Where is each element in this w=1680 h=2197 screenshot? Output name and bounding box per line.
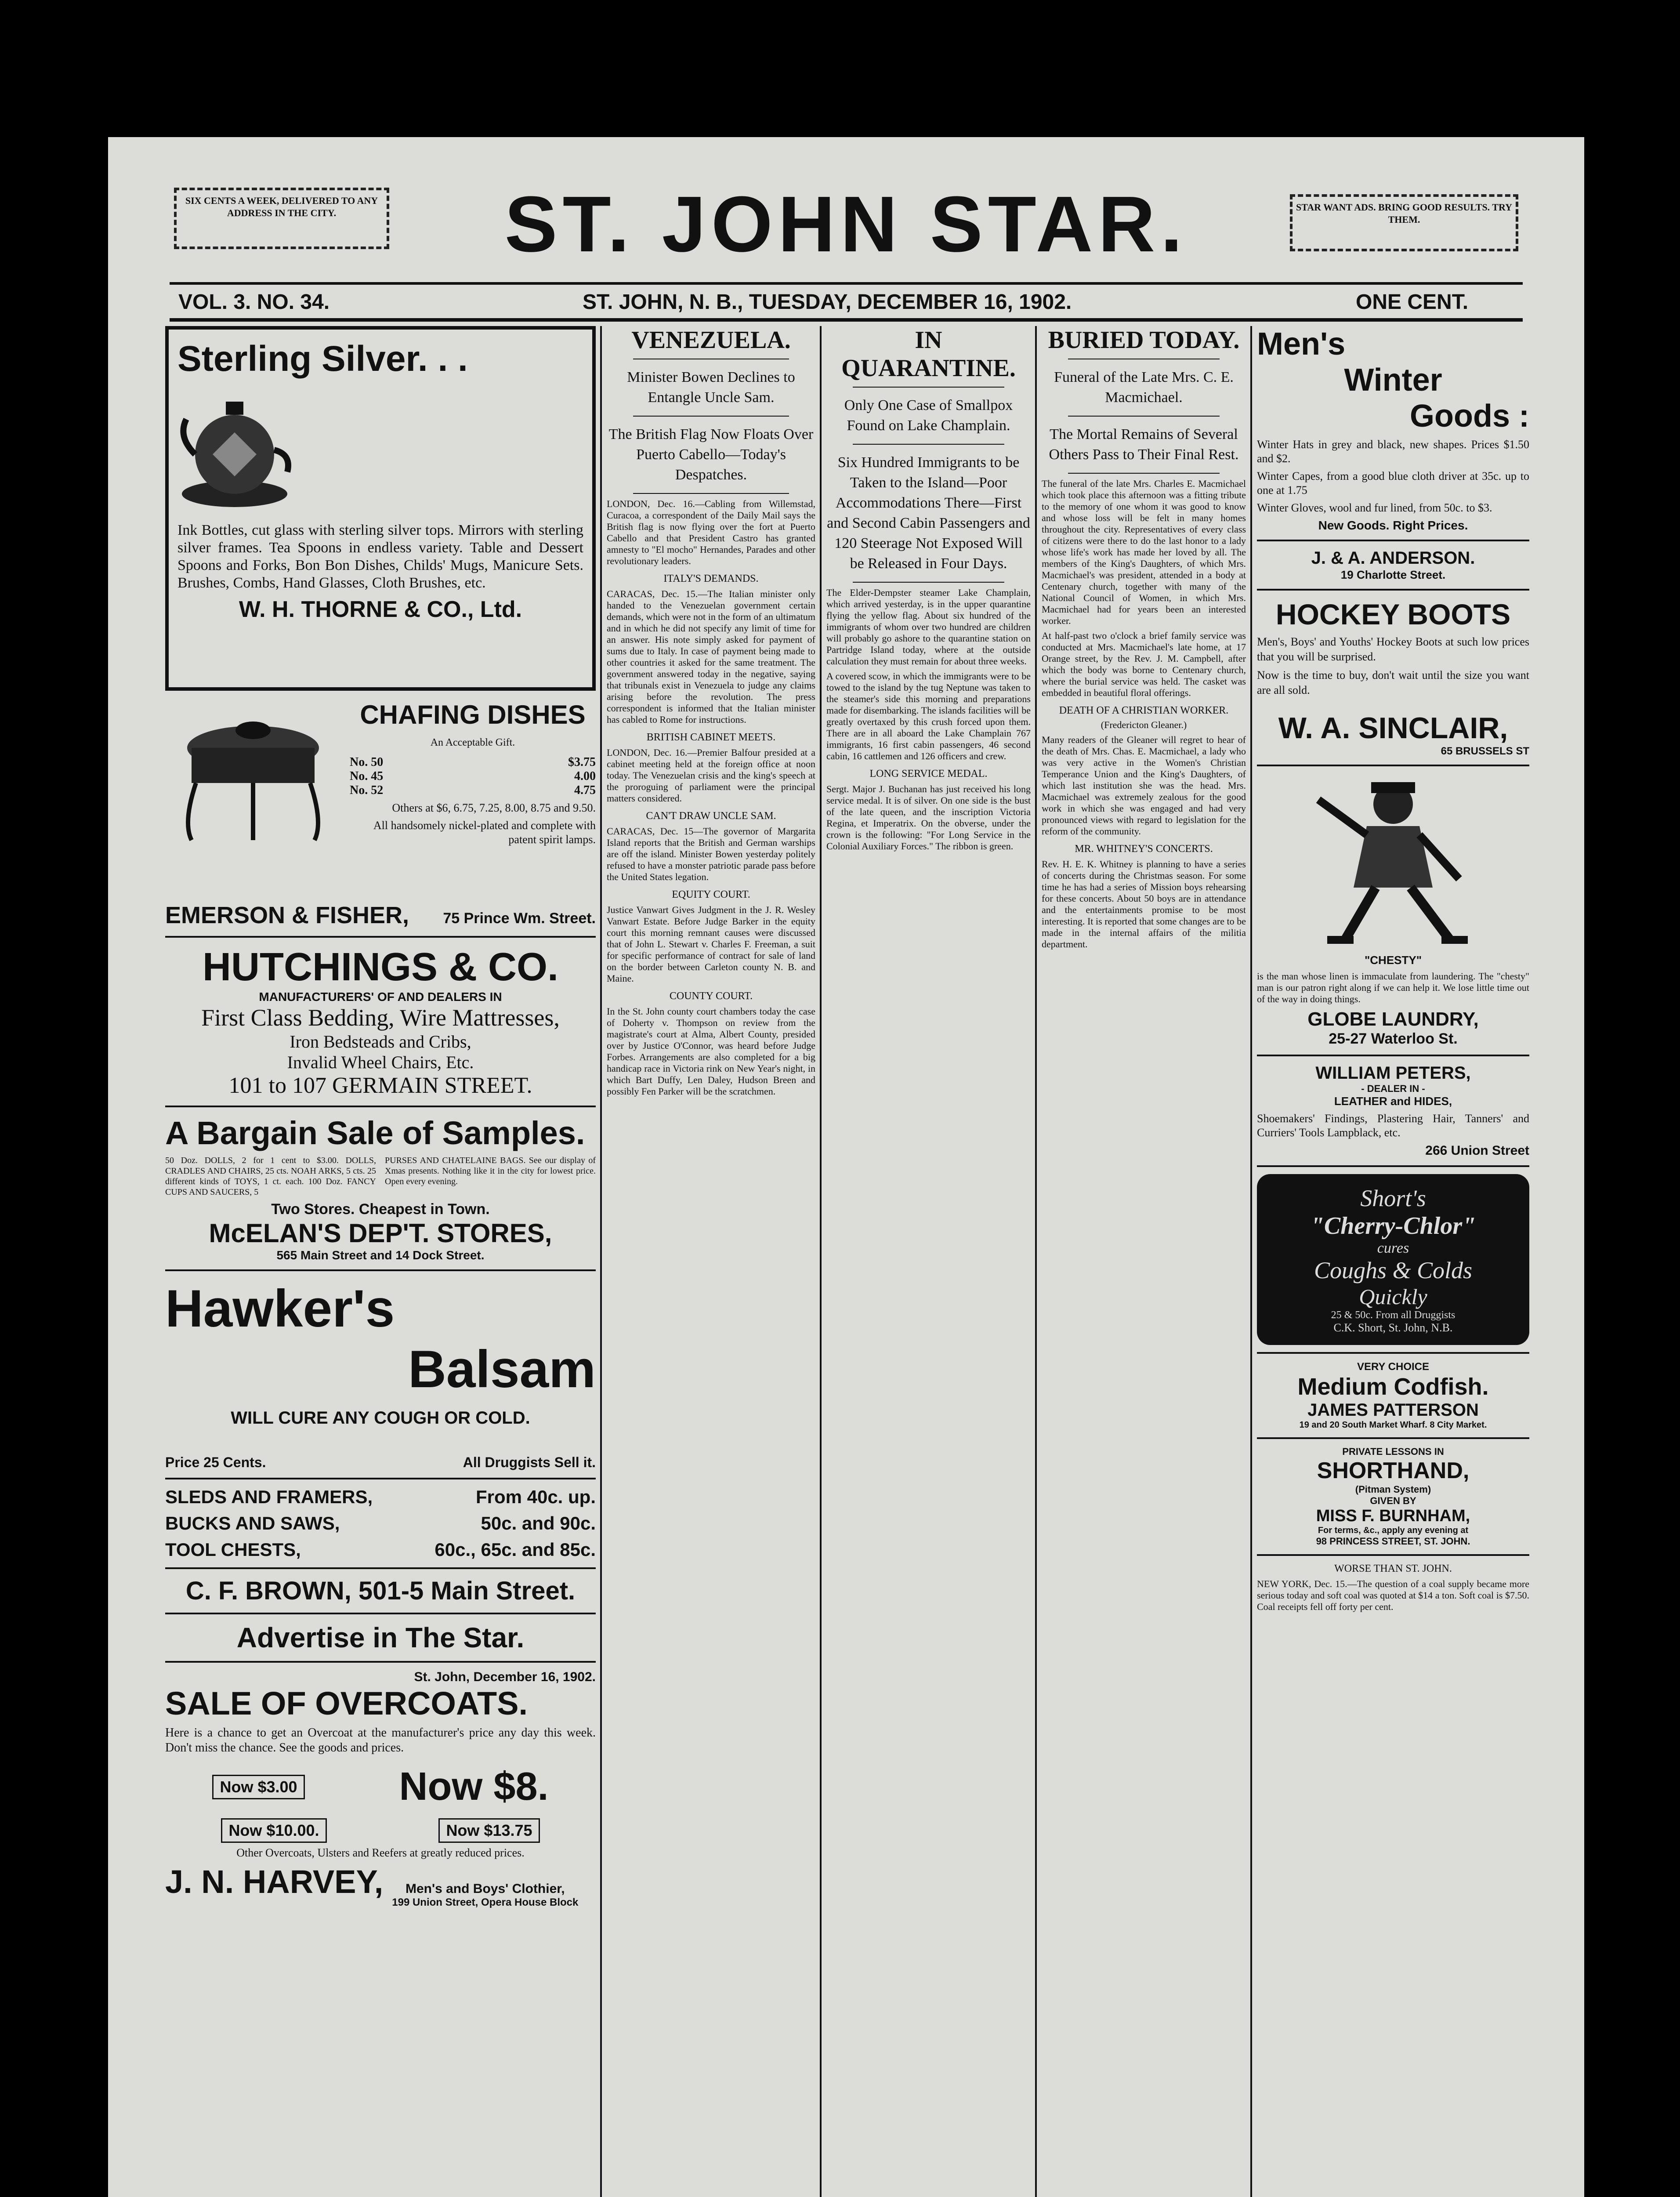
hawkers-sold: All Druggists Sell it. bbox=[463, 1454, 596, 1470]
left-ads-column bbox=[165, 326, 596, 2197]
mens-word: Men's bbox=[1257, 326, 1346, 362]
article-paragraph: LONDON, Dec. 16.—Cabling from Willemstad, Curacoa, a correspondent of the Daily Mail says the British flag is now flying over the fort at Puerto Cabello and that President Castro has granted amnesty to "El mocho" Hernandes, Parades and other revolutionary leaders. bbox=[607, 498, 815, 566]
divider bbox=[853, 444, 1004, 445]
globe-laundry-ad bbox=[1257, 773, 1529, 1048]
codfish: Medium Codfish. bbox=[1297, 1374, 1489, 1400]
article-paragraph: LONDON, Dec. 16.—Premier Balfour presided at a cabinet meeting held at the foreign office at noon today. The Venezuelan crisis and the king's speech at the proroguing of parliament were the principal matters considered. bbox=[607, 747, 815, 804]
chesty-caption: "CHESTY" bbox=[1364, 953, 1422, 967]
balsam-word: Balsam bbox=[408, 1340, 596, 1399]
masthead-title: ST. JOHN STAR. bbox=[504, 180, 1188, 268]
divider bbox=[1257, 1437, 1529, 1439]
peters-body: Shoemakers' Findings, Plastering Hair, Tanners' and Curriers' Tools Lampblack, etc. bbox=[1257, 1112, 1529, 1139]
column-rule bbox=[600, 326, 602, 2197]
bargain-list-right: PURSES AND CHATELAINE BAGS. See our display of Xmas presents. Nothing like it in the city for lowest price. Open every evening. bbox=[385, 1156, 596, 1186]
brown-price: 50c. and 90c. bbox=[481, 1513, 596, 1534]
shorts-price: 25 & 50c. From all Druggists bbox=[1331, 1309, 1456, 1321]
chafing-price-row bbox=[350, 755, 596, 769]
chafing-title: CHAFING DISHES bbox=[360, 700, 586, 729]
anderson-address: 19 Charlotte Street. bbox=[1340, 568, 1446, 581]
mcelan-address: 565 Main Street and 14 Dock Street. bbox=[276, 1248, 485, 1262]
chesty-illustration bbox=[1292, 773, 1494, 949]
section-subheading: (Fredericton Gleaner.) bbox=[1101, 719, 1187, 730]
goods-word: Goods : bbox=[1410, 399, 1529, 434]
hawkers-price: Price 25 Cents. bbox=[165, 1454, 266, 1470]
chafing-number: No. 45 bbox=[350, 769, 384, 783]
patterson-name: JAMES PATTERSON bbox=[1307, 1400, 1479, 1420]
brown-row bbox=[165, 1539, 596, 1560]
anderson-ad bbox=[1257, 326, 1529, 582]
divider bbox=[1257, 1554, 1529, 1556]
chafing-dish-ad bbox=[165, 700, 596, 902]
new-goods: New Goods. Right Prices. bbox=[1318, 518, 1468, 532]
section-heading: CAN'T DRAW UNCLE SAM. bbox=[646, 810, 776, 822]
chafing-dish-illustration bbox=[165, 708, 341, 849]
winter-word: Winter bbox=[1344, 363, 1442, 398]
section-heading: LONG SERVICE MEDAL. bbox=[869, 768, 988, 779]
brown-price: From 40c. up. bbox=[475, 1486, 596, 1507]
burnham-body: For terms, &c., apply any evening at bbox=[1318, 1526, 1469, 1535]
divider bbox=[165, 1661, 596, 1663]
winter-hats: Winter Hats in grey and black, new shapes. Prices $1.50 and $2. bbox=[1257, 438, 1529, 465]
burnham-name: MISS F. BURNHAM, bbox=[1316, 1507, 1470, 1525]
brown-row bbox=[165, 1486, 596, 1508]
sterling-body: Ink Bottles, cut glass with sterling silver tops. Mirrors with sterling silver frames. Tea Spoons in endless variety. Table and Dessert Spoons and Forks, Bon Bon Dishes, Childs' Mugs, Manicure Sets. Brushes, Combs, Hand Glasses, Cloth Brushes, etc. bbox=[177, 522, 583, 591]
hutchings-line: Iron Bedsteads and Cribs, bbox=[290, 1032, 471, 1051]
section-heading: EQUITY COURT. bbox=[672, 889, 750, 900]
article-subhead: Funeral of the Late Mrs. C. E. Macmichael. bbox=[1054, 369, 1234, 406]
divider bbox=[1068, 473, 1220, 474]
chafing-price: 4.00 bbox=[574, 769, 596, 783]
mcelan-ad bbox=[165, 1114, 596, 1262]
article-paragraph: Many readers of the Gleaner will regret to hear of the death of Mrs. Chas. E. Macmichael, a lady who was very active in the Women's Christian Temperance Union and the King's Daughters, of which last institution she was the head. Mrs. Macmichael was extremely zealous for the good work in which she was engaged and had very pronounced views with regard to legislation for the reform of the community. bbox=[1042, 734, 1246, 837]
divider bbox=[853, 582, 1004, 583]
right-ads-column bbox=[1257, 326, 1529, 2197]
brown-price: 60c., 65c. and 85c. bbox=[434, 1539, 596, 1560]
emerson-address: 75 Prince Wm. Street. bbox=[443, 910, 596, 927]
article-paragraph: NEW YORK, Dec. 15.—The question of a coal supply became more serious today and soft coal was quoted at $14 a ton. Soft coal is $7.50. Coal receipts fell off forty per cent. bbox=[1257, 1578, 1529, 1612]
section-heading: WORSE THAN ST. JOHN. bbox=[1334, 1563, 1452, 1574]
section-heading: COUNTY COURT. bbox=[669, 990, 753, 1002]
hawkers-word: Hawker's bbox=[165, 1279, 395, 1338]
chesty-body: is the man whose linen is immaculate from laundering. The "chesty" man is our patron right along if we can help it. We lose little time out of the way in doing things. bbox=[1257, 971, 1529, 1004]
shorthand-given: GIVEN BY bbox=[1370, 1495, 1416, 1506]
brown-firm: C. F. BROWN, 501-5 Main Street. bbox=[185, 1577, 576, 1605]
overcoat-price-tag: Now $8. bbox=[399, 1765, 549, 1809]
divider bbox=[1257, 765, 1529, 766]
article-paragraph: Justice Vanwart Gives Judgment in the J. R. Wesley Vanwart Estate. Before Judge Barker in the equity court this morning remnant causes were discussed that of John L. Stewart v. Charles F. Freeman, a suit for specific performance of contract for sale of land on the border between Carleton county N. B. and Maine. bbox=[607, 904, 815, 984]
divider bbox=[165, 1106, 596, 1107]
burnham-address: 98 PRINCESS STREET, ST. JOHN. bbox=[1316, 1536, 1470, 1547]
divider bbox=[165, 1478, 596, 1479]
section-heading: BRITISH CABINET MEETS. bbox=[646, 732, 776, 743]
buried-today-column bbox=[1042, 326, 1246, 2197]
chafing-note: All handsomely nickel-plated and complete with patent spirit lamps. bbox=[373, 819, 596, 846]
overcoat-price-tag: Now $3.00 bbox=[212, 1775, 304, 1799]
divider bbox=[1257, 589, 1529, 591]
teapot-illustration bbox=[177, 384, 292, 511]
section-heading: DEATH OF A CHRISTIAN WORKER. bbox=[1059, 705, 1229, 716]
shorthand-title: SHORTHAND, bbox=[1317, 1458, 1470, 1483]
hawkers-balsam-ad bbox=[165, 1278, 596, 1471]
chafing-price: $3.75 bbox=[568, 755, 596, 769]
patterson-ad bbox=[1257, 1361, 1529, 1430]
overcoat-price-tag: Now $10.00. bbox=[221, 1818, 326, 1843]
brown-ad bbox=[165, 1486, 596, 1606]
thorne-firm: W. H. THORNE & CO., Ltd. bbox=[239, 597, 522, 622]
hawkers-cure: WILL CURE ANY COUGH OR COLD. bbox=[231, 1408, 530, 1428]
thorne-silver-ad bbox=[165, 326, 596, 691]
divider bbox=[1257, 1055, 1529, 1056]
sinclair-address: 65 BRUSSELS ST bbox=[1441, 745, 1529, 757]
hutchings-ad bbox=[165, 945, 596, 1098]
venezuela-column bbox=[607, 326, 815, 2197]
article-subhead: Minister Bowen Declines to Entangle Uncle Sam. bbox=[627, 369, 795, 406]
article-subhead: Six Hundred Immigrants to be Taken to the Island—Poor Accommodations There—First and Second Cabin Passengers and 120 Steerage Not Exposed Will be Released in Four Days. bbox=[827, 454, 1030, 572]
overcoat-price-tag: Now $13.75 bbox=[438, 1818, 539, 1843]
article-subhead: The British Flag Now Floats Over Puerto Cabello—Today's Despatches. bbox=[608, 426, 814, 483]
divider bbox=[1257, 540, 1529, 541]
cherry-chlor-name: "Cherry-Chlor" bbox=[1310, 1212, 1476, 1240]
hutchings-sub: MANUFACTURERS' OF AND DEALERS IN bbox=[259, 990, 502, 1004]
mcelan-name: McELAN'S DEP'T. STORES, bbox=[209, 1218, 552, 1248]
peters-name: WILLIAM PETERS, bbox=[1315, 1063, 1471, 1083]
divider bbox=[1257, 1352, 1529, 1354]
overcoat-date: St. John, December 16, 1902. bbox=[414, 1670, 596, 1684]
brown-item: SLEDS AND FRAMERS, bbox=[165, 1486, 373, 1507]
article-paragraph: Sergt. Major J. Buchanan has just received his long service medal. It is of silver. On one side is the bust of the late queen, and the inscription Victoria Regina, et Imperatrix. On the obverse, under the crown is the following: "For Long Service in the Colonial Auxiliary Forces." The ribbon is green. bbox=[826, 783, 1031, 852]
article-paragraph: The funeral of the late Mrs. Charles E. Macmichael which took place this afternoon was a fitting tribute to the memory of one whom it was good to know and whose loss will be felt in many homes throughout the city. Representatives of every class of citizens were there to do the last honor to a lady whose life's work has made her loved by all. The members of the King's Daughters, of which Mrs. Macmichael's was president, attended in a body at Centenary church, together with many of the National Council of Women, in which Mrs. Macmichael had for years been an interested worker. bbox=[1042, 478, 1246, 626]
subscription-ear-text: SIX CENTS A WEEK, DELIVERED TO ANY ADDRESS IN THE CITY. bbox=[185, 195, 378, 218]
peters-address: 266 Union Street bbox=[1425, 1143, 1529, 1158]
anderson-name: J. & A. ANDERSON. bbox=[1311, 548, 1475, 568]
chafing-others: Others at $6, 6.75, 7.25, 8.00, 8.75 and 9.50. bbox=[392, 801, 596, 814]
shorts-maker: C.K. Short, St. John, N.B. bbox=[1333, 1321, 1453, 1334]
globe-laundry-name: GLOBE LAUNDRY, bbox=[1307, 1008, 1479, 1030]
shorts-brand: Short's bbox=[1360, 1185, 1426, 1211]
hutchings-address: 101 to 107 GERMAIN STREET. bbox=[228, 1073, 532, 1098]
peters-ad bbox=[1257, 1063, 1529, 1158]
masthead-rule-top bbox=[170, 282, 1523, 285]
chafing-price-row bbox=[350, 769, 596, 783]
article-subhead: The Mortal Remains of Several Others Pass to Their Final Rest. bbox=[1049, 426, 1239, 463]
quarantine-column bbox=[826, 326, 1031, 2197]
hutchings-line: Invalid Wheel Chairs, Etc. bbox=[287, 1052, 474, 1072]
winter-capes: Winter Capes, from a good blue cloth driver at 35c. up to one at 1.75 bbox=[1257, 470, 1529, 497]
peters-sub: LEATHER and HIDES, bbox=[1334, 1095, 1452, 1108]
brown-item: TOOL CHESTS, bbox=[165, 1539, 301, 1560]
emerson-name: EMERSON & FISHER, bbox=[165, 902, 409, 928]
brown-row bbox=[165, 1513, 596, 1534]
newspaper-page bbox=[108, 137, 1584, 2197]
advertise-in-star: Advertise in The Star. bbox=[236, 1622, 525, 1653]
harvey-sub: Men's and Boys' Clothier, bbox=[405, 1882, 565, 1896]
divider bbox=[165, 1613, 596, 1614]
column-rule bbox=[1250, 326, 1252, 2197]
divider bbox=[1068, 416, 1220, 417]
shorts-quickly: Quickly bbox=[1359, 1284, 1427, 1309]
harvey-overcoat-ad bbox=[165, 1670, 596, 1909]
hutchings-line: First Class Bedding, Wire Mattresses, bbox=[201, 1004, 560, 1031]
overcoat-body: Here is a chance to get an Overcoat at the manufacturer's price any day this week. Don't miss the chance. See the goods and prices. bbox=[165, 1726, 596, 1755]
sinclair-ad bbox=[1257, 598, 1529, 758]
hockey-now: Now is the time to buy, don't wait until the size you want are all sold. bbox=[1257, 669, 1529, 696]
harvey-address: 199 Union Street, Opera House Block bbox=[392, 1896, 579, 1908]
article-paragraph: In the St. John county court chambers today the case of Doherty v. Thompson on review from the magistrate's court at Alma, Albert County, presided over by Justice O'Connor, was heard before Judge Forbes. Arrangements are also completed for a big handicap race in Victoria rink on New Year's night, in which Bart Duffy, Len Daley, Hudson Breen and possibly Fen Parker will be the scratchmen. bbox=[607, 1006, 815, 1097]
chafing-sub: An Acceptable Gift. bbox=[430, 737, 515, 748]
article-paragraph: Rev. H. E. K. Whitney is planning to have a series of concerts during the Christmas season. For some time he has had a series of Mission boys rehearsing for these concerts. About 50 boys are in attendance and the entertainments promise to be most interesting. It is reported that some changes are to be made in the internal affairs of the militia department. bbox=[1042, 859, 1246, 950]
bargain-list-left: 50 Doz. DOLLS, 2 for 1 cent to $3.00. DOLLS, CRADLES AND CHAIRS, 25 cts. NOAH ARKS, 5 cts. 25 different kinds of TOYS, 1 ct. each. 100 Doz. FANCY CUPS AND SAUCERS, 5 bbox=[165, 1156, 376, 1197]
winter-gloves: Winter Gloves, wool and fur lined, from 50c. to $3. bbox=[1257, 501, 1492, 514]
shorts-coughs: Coughs & Colds bbox=[1314, 1257, 1473, 1283]
divider bbox=[853, 387, 1004, 388]
chafing-number: No. 50 bbox=[350, 755, 384, 769]
sinclair-name: W. A. SINCLAIR, bbox=[1278, 711, 1508, 745]
column-rule bbox=[820, 326, 822, 2197]
shorthand-sub: (Pitman System) bbox=[1355, 1484, 1431, 1495]
dateline: ST. JOHN, N. B., TUESDAY, DECEMBER 16, 1902. bbox=[583, 290, 1072, 314]
article-headline: VENEZUELA. bbox=[631, 326, 791, 354]
brown-item: BUCKS AND SAWS, bbox=[165, 1513, 340, 1534]
chafing-price-row bbox=[350, 783, 596, 798]
bargain-title: A Bargain Sale of Samples. bbox=[165, 1115, 585, 1151]
chafing-price: 4.75 bbox=[574, 783, 596, 797]
want-ads-ear bbox=[1290, 194, 1518, 251]
article-paragraph: The Elder-Dempster steamer Lake Champlain, which arrived yesterday, is in the upper quarantine flying the yellow flag. About six hundred of the immigrants of whom over two hundred are children will probably go ashore to the quarantine station on Partridge Island today, where at the outside calculation they must remain for about three weeks. bbox=[826, 587, 1031, 667]
article-paragraph: CARACAS, Dec. 15—The governor of Margarita Island reports that the British and German warships are off the island. Minister Bowen yesterday politely refused to have a monster patriotic parade pass before the United States legation. bbox=[607, 826, 815, 882]
section-heading: ITALY'S DEMANDS. bbox=[663, 573, 759, 584]
article-headline: IN QUARANTINE. bbox=[841, 326, 1016, 382]
shorts-cherry-chlor-ad bbox=[1257, 1174, 1529, 1345]
divider bbox=[165, 1567, 596, 1569]
divider bbox=[1257, 1165, 1529, 1167]
bargain-stores: Two Stores. Cheapest in Town. bbox=[271, 1201, 490, 1218]
price: ONE CENT. bbox=[1356, 290, 1469, 314]
section-heading: MR. WHITNEY'S CONCERTS. bbox=[1075, 843, 1213, 855]
masthead-rule-bottom bbox=[170, 318, 1523, 322]
divider bbox=[165, 936, 596, 938]
peters-sub: - DEALER IN - bbox=[1361, 1083, 1425, 1094]
chafing-number: No. 52 bbox=[350, 783, 384, 797]
column-rule bbox=[1035, 326, 1037, 2197]
sterling-title: Sterling Silver. . . bbox=[177, 339, 468, 379]
overcoat-footer: Other Overcoats, Ulsters and Reefers at greatly reduced prices. bbox=[236, 1846, 525, 1859]
divider bbox=[165, 1269, 596, 1271]
volume-number: VOL. 3. NO. 34. bbox=[178, 290, 330, 314]
article-subhead: Only One Case of Smallpox Found on Lake Champlain. bbox=[844, 397, 1013, 434]
overcoat-title: SALE OF OVERCOATS. bbox=[165, 1685, 528, 1722]
divider bbox=[633, 416, 789, 417]
burnham-shorthand-ad bbox=[1257, 1446, 1529, 1547]
harvey-name: J. N. HARVEY, bbox=[165, 1863, 384, 1900]
globe-laundry-address: 25-27 Waterloo St. bbox=[1329, 1030, 1458, 1047]
shorts-cures: cures bbox=[1377, 1240, 1409, 1256]
article-paragraph: CARACAS, Dec. 15.—The Italian minister only handed to the Venezuelan government certain demands, which were not in the form of an ultimatum and in which he did not specify any limit of time for an answer. His note simply asked for payment of sums due to Italy. In case of payment being made to other countries it asked for the same treatment. The government answered today in the negative, saying that tribunals exist in Venezuela to judge any claims arising before the revolution. The press correspondent is informed that the Italian minister has cabled to Rome for instructions. bbox=[607, 588, 815, 725]
patterson-address: 19 and 20 South Market Wharf. 8 City Market. bbox=[1299, 1420, 1487, 1430]
divider bbox=[633, 493, 789, 494]
article-paragraph: At half-past two o'clock a brief family service was conducted at Mrs. Macmichael's late home, at 17 Orange street, by the Rev. J. M. Campbell, after which the body was borne to Centenary church, where the burial service was held. The casket was embedded in beautiful floral offerings. bbox=[1042, 630, 1246, 698]
hockey-body: Men's, Boys' and Youths' Hockey Boots at such low prices that you will be surprised. bbox=[1257, 635, 1529, 663]
shorthand-pre: PRIVATE LESSONS IN bbox=[1342, 1446, 1444, 1457]
hockey-boots-title: HOCKEY BOOTS bbox=[1275, 598, 1511, 631]
want-ads-ear-text: STAR WANT ADS. BRING GOOD RESULTS. TRY THEM. bbox=[1296, 202, 1512, 225]
codfish-pre: VERY CHOICE bbox=[1357, 1361, 1430, 1373]
article-paragraph: A covered scow, in which the immigrants were to be towed to the island by the tug Neptune was taken to the steamer's side this morning and preparations made for disembarking. The islands facilities will be greatly overtaxed by this crush forced upon them. There are in all aboard the Lake Champlain 767 immigrants, 16 first cabin passengers, 46 second cabin, 16 cattlemen and 126 officers and crew. bbox=[826, 671, 1031, 761]
article-headline: BURIED TODAY. bbox=[1048, 326, 1240, 354]
hutchings-title: HUTCHINGS & CO. bbox=[203, 945, 558, 989]
emerson-fisher bbox=[165, 902, 596, 929]
